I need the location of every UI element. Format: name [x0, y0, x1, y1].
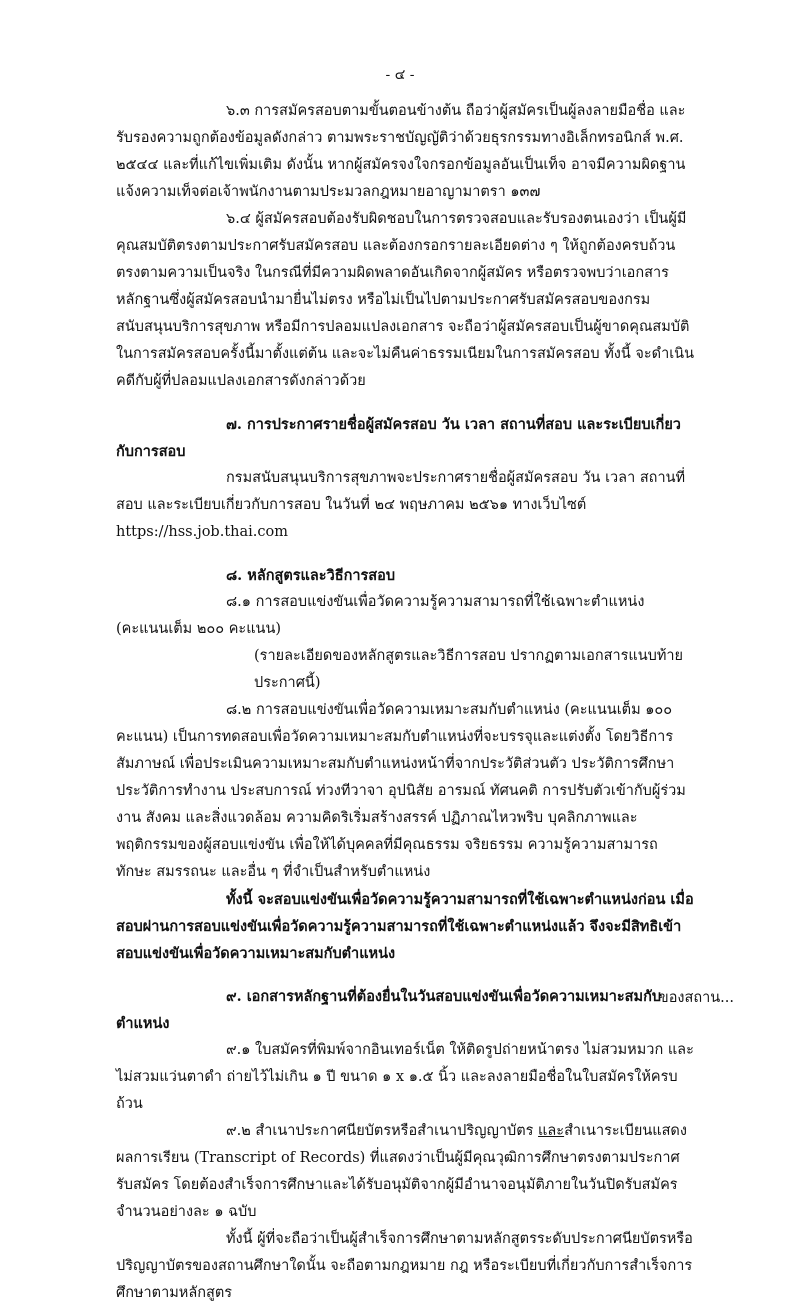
continuation-footer: ของสถาน...: [658, 990, 734, 1006]
clause-6-3: ๖.๓ การสมัครสอบตามขั้นตอนข้างต้น ถือว่าผู้สมัครเป็นผู้ลงลายมือชื่อ และรับรองความถูกต้องข้อมูลดังกล่าว ตามพระราชบัญญัติว่าด้วยธุรกรรมทางอิเล็กทรอนิกส์ พ.ศ. ๒๕๔๔ และที่แก้ไขเพิ่มเติม ดังนั้น หากผู้สมัครจงใจกรอกข้อมูลอันเป็นเท็จ อาจมีความผิดฐานแจ้งความเท็จต่อเจ้าพนักงานตามประมวลกฎหมายอาญามาตรา ๑๓๗: [116, 103, 686, 200]
clause-9-2-part2: สำเนาระเบียนแสดงผลการเรียน (Transcript of Records) ที่แสดงว่าเป็นผู้มีคุณวุฒิการศึกษาตรงตามประกาศรับสมัคร โดยต้องสำเร็จการศึกษาและได้รับอนุมัติจากผู้มีอำนาจอนุมัติภายในวันปิดรับสมัครจำนวนอย่างละ ๑ ฉบับ: [116, 1123, 687, 1220]
clause-8-1: ๘.๑ การสอบแข่งขันเพื่อวัดความรู้ความสามารถที่ใช้เฉพาะตำแหน่ง (คะแนนเต็ม ๒๐๐ คะแนน): [116, 594, 645, 637]
clause-8-2: ๘.๒ การสอบแข่งขันเพื่อวัดความเหมาะสมกับตำแหน่ง (คะแนนเต็ม ๑๐๐ คะแนน) เป็นการทดสอบเพื่อวัดความเหมาะสมกับตำแหน่งที่จะบรรจุและแต่งตั้ง โดยวิธีการสัมภาษณ์ เพื่อประเมินความเหมาะสมกับตำแหน่งหน้าที่จากประวัติส่วนตัว ประวัติการศึกษา ประวัติการทำงาน ประสบการณ์ ท่วงทีวาจา อุปนิสัย อารมณ์ ทัศนคติ การปรับตัวเข้ากับผู้ร่วมงาน สังคม และสิ่งแวดล้อม ความคิดริเริ่มสร้างสรรค์ ปฏิภาณไหวพริบ บุคลิกภาพและพฤติกรรมของผู้สอบแข่งขัน เพื่อให้ได้บุคคลที่มีคุณธรรม จริยธรรม ความรู้ความสามารถ ทักษะ สมรรถนะ และอื่น ๆ ที่จำเป็นสำหรับตำแหน่ง: [116, 702, 686, 880]
section-7-body: กรมสนับสนุนบริการสุขภาพจะประกาศรายชื่อผู้สมัครสอบ วัน เวลา สถานที่สอบ และระเบียบเกี่ยวกับการสอบ ในวันที่ ๒๔ พฤษภาคม ๒๕๖๑ ทางเว็บไซต์ https://hss.job.thai.com: [116, 470, 686, 540]
clause-8-1-note: (รายละเอียดของหลักสูตรและวิธีการสอบ ปรากฏตามเอกสารแนบท้ายประกาศนี้): [254, 648, 684, 691]
clause-9-2-underlined: และ: [538, 1123, 565, 1139]
document-body: [116, 98, 694, 1307]
clause-9-2: [116, 1118, 694, 1226]
clause-6-4: ๖.๔ ผู้สมัครสอบต้องรับผิดชอบในการตรวจสอบและรับรองตนเองว่า เป็นผู้มีคุณสมบัติตรงตามประกาศรับสมัครสอบ และต้องกรอกรายละเอียดต่าง ๆ ให้ถูกต้องครบถ้วนตรงตามความเป็นจริง ในกรณีที่มีความผิดพลาดอันเกิดจากผู้สมัคร หรือตรวจพบว่าเอกสารหลักฐานซึ่งผู้สมัครสอบนำมายื่นไม่ตรง หรือไม่เป็นไปตามประกาศรับสมัครสอบของกรมสนับสนุนบริการสุขภาพ หรือมีการปลอมแปลงเอกสาร จะถือว่าผู้สมัครสอบเป็นผู้ขาดคุณสมบัติในการสมัครสอบครั้งนี้มาตั้งแต่ต้น และจะไม่คืนค่าธรรมเนียมในการสมัครสอบ ทั้งนี้ จะดำเนินคดีกับผู้ที่ปลอมแปลงเอกสารดังกล่าวด้วย: [116, 211, 695, 389]
section-8-heading: ๘. หลักสูตรและวิธีการสอบ: [226, 567, 396, 584]
section-8-note: ทั้งนี้ จะสอบแข่งขันเพื่อวัดความรู้ความสามารถที่ใช้เฉพาะตำแหน่งก่อน เมื่อสอบผ่านการสอบแข่งขันเพื่อวัดความรู้ความสามารถที่ใช้เฉพาะตำแหน่งแล้ว จึงจะมีสิทธิเข้าสอบแข่งขันเพื่อวัดความเหมาะสมกับตำแหน่ง: [116, 891, 694, 962]
section-9-heading: ๙. เอกสารหลักฐานที่ต้องยื่นในวันสอบแข่งขันเพื่อวัดความเหมาะสมกับตำแหน่ง: [116, 988, 662, 1032]
clause-9-1: ๙.๑ ใบสมัครที่พิมพ์จากอินเทอร์เน็ต ให้ติดรูปถ่ายหน้าตรง ไม่สวมหมวก และไม่สวมแว่นตาดำ ถ่ายไว้ไม่เกิน ๑ ปี ขนาด ๑ x ๑.๕ นิ้ว และลงลายมือชื่อในใบสมัครให้ครบถ้วน: [116, 1042, 694, 1112]
section-9-note: ทั้งนี้ ผู้ที่จะถือว่าเป็นผู้สำเร็จการศึกษาตามหลักสูตรระดับประกาศนียบัตรหรือปริญญาบัตรของสถานศึกษาใดนั้น จะถือตามกฎหมาย กฎ หรือระเบียบที่เกี่ยวกับการสำเร็จการศึกษาตามหลักสูตร: [116, 1231, 693, 1301]
page-number: - ๔ -: [385, 67, 415, 83]
clause-9-2-part1: ๙.๒ สำเนาประกาศนียบัตรหรือสำเนาปริญญาบัตร: [226, 1123, 539, 1139]
section-7-heading: ๗. การประกาศรายชื่อผู้สมัครสอบ วัน เวลา สถานที่สอบ และระเบียบเกี่ยวกับการสอบ: [116, 416, 681, 460]
